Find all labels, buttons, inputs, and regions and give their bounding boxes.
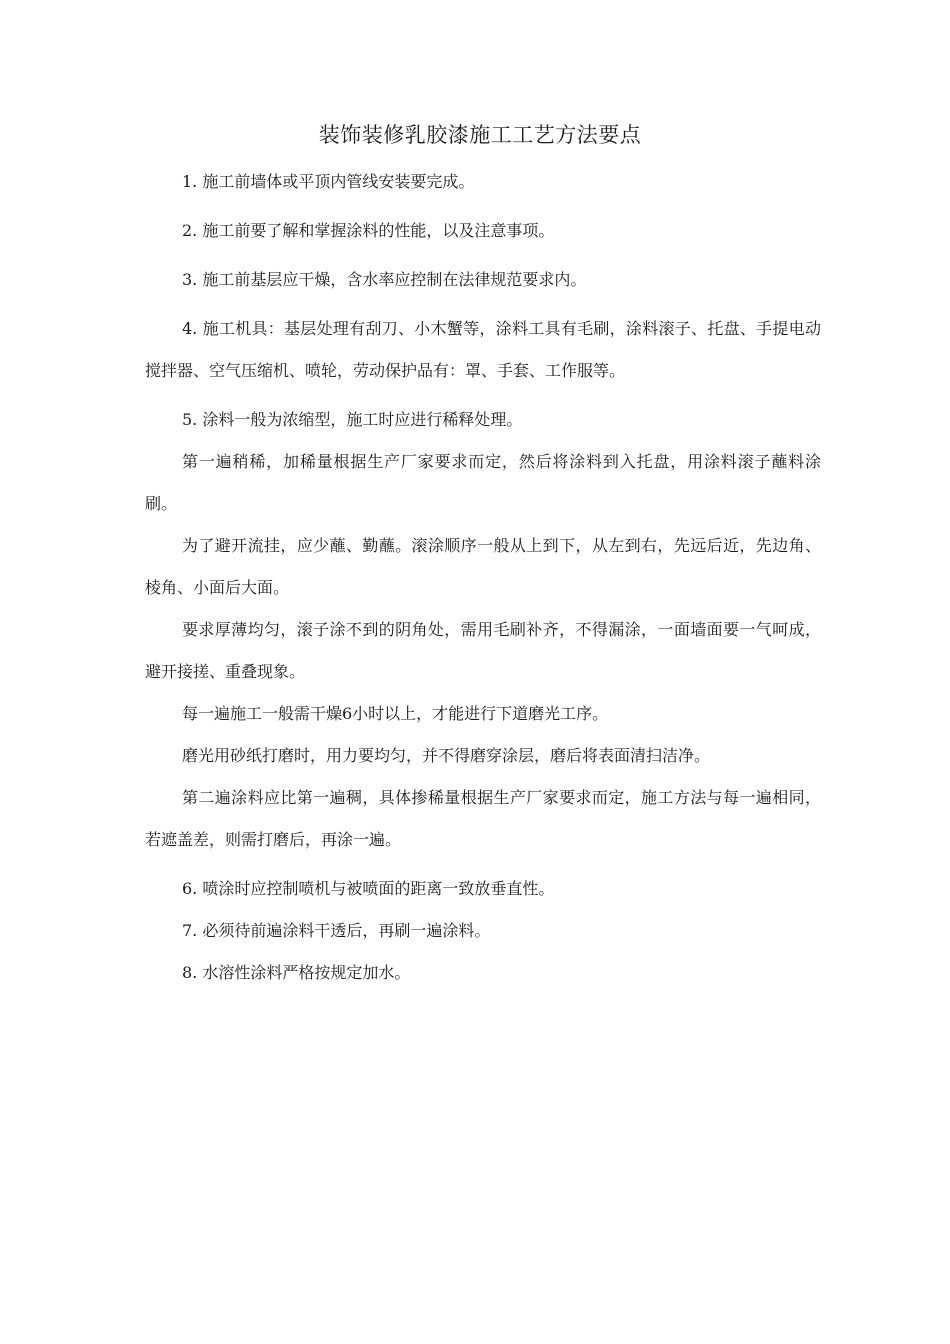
- document-title: 装饰装修乳胶漆施工工艺方法要点: [318, 123, 642, 147]
- paragraph-sanding: 磨光用砂纸打磨时，用力要均匀，并不得磨穿涂层，磨后将表面清扫洁净。: [182, 746, 711, 765]
- paragraph-even-thickness: 要求厚薄均匀，滚子涂不到的阴角处，需用毛刷补齐，不得漏涂，一面墙面要一气呵成，避开接搓、重叠现象。: [145, 620, 821, 681]
- paragraph-1: 1. 施工前墙体或平顶内管线安装要完成。: [182, 172, 475, 191]
- paragraph-8: 8. 水溶性涂料严格按规定加水。: [182, 963, 411, 982]
- paragraph-drying-time: 每一遍施工一般需干燥6小时以上，才能进行下道磨光工序。: [182, 704, 609, 723]
- paragraph-second-coat: 第二遍涂料应比第一遍稠，具体掺稀量根据生产厂家要求而定，施工方法与每一遍相同，若遮盖差，则需打磨后，再涂一遍。: [145, 788, 821, 849]
- document-body: [145, 161, 821, 994]
- paragraph-first-coat: 第一遍稍稀，加稀量根据生产厂家要求而定，然后将涂料到入托盘，用涂料滚子蘸料涂刷。: [145, 452, 821, 513]
- paragraph-2: 2. 施工前要了解和掌握涂料的性能，以及注意事项。: [182, 221, 555, 240]
- paragraph-4: 4. 施工机具：基层处理有刮刀、小木蟹等，涂料工具有毛刷，涂料滚子、托盘、手提电动搅拌器、空气压缩机、喷轮，劳动保护品有：罩、手套、工作服等。: [145, 319, 821, 380]
- paragraph-3: 3. 施工前基层应干燥，含水率应控制在法律规范要求内。: [182, 270, 587, 289]
- paragraph-avoid-sagging: 为了避开流挂，应少蘸、勤蘸。滚涂顺序一般从上到下，从左到右，先远后近，先边角、棱角、小面后大面。: [145, 536, 821, 597]
- paragraph-6: 6. 喷涂时应控制喷机与被喷面的距离一致放垂直性。: [182, 879, 555, 898]
- paragraph-5: 5. 涂料一般为浓缩型，施工时应进行稀释处理。: [182, 410, 523, 429]
- paragraph-7: 7. 必须待前遍涂料干透后，再刷一遍涂料。: [182, 921, 491, 940]
